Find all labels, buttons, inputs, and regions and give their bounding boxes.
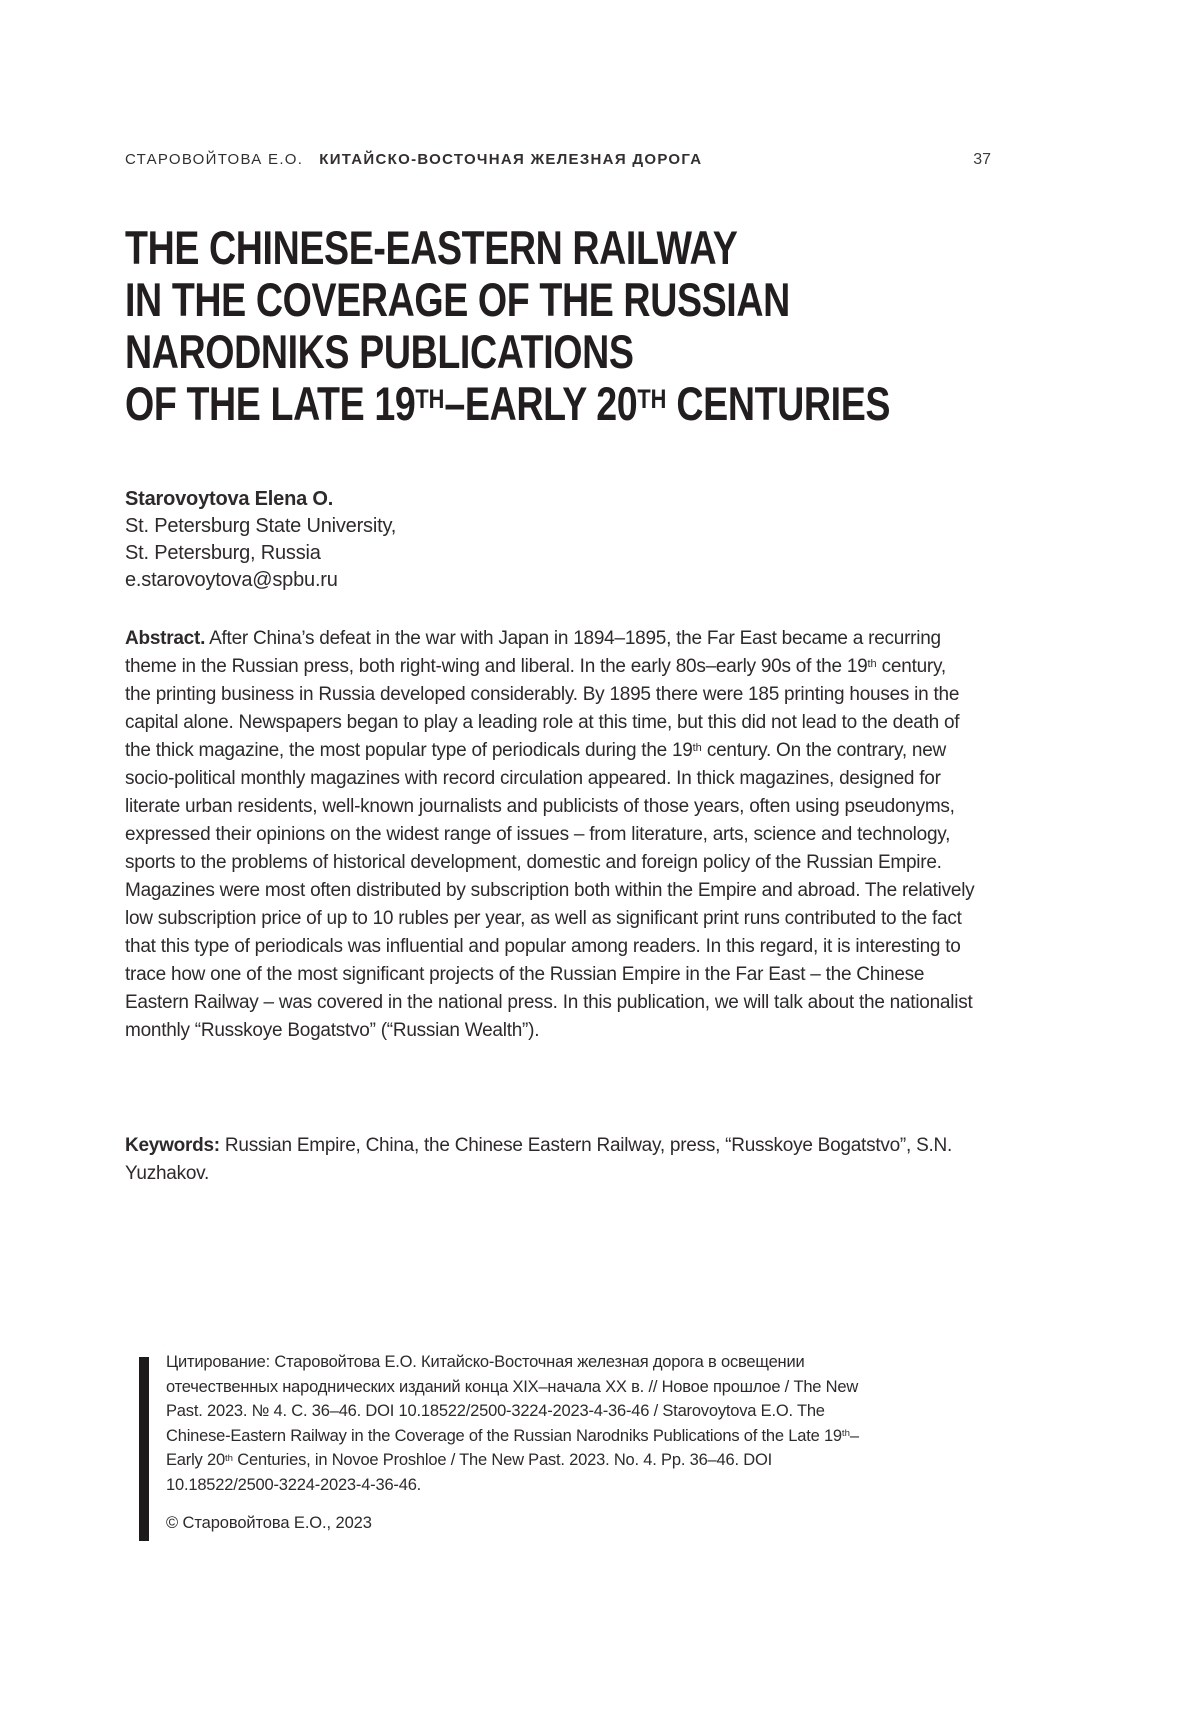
running-header-text (125, 151, 702, 168)
keywords-paragraph: Keywords: Russian Empire, China, the Chinese Eastern Railway, press, “Russkoye Bogatstvo”, S.N. Yuzhakov. (125, 1135, 953, 1184)
author-affiliation-line: St. Petersburg State University, (125, 515, 397, 537)
article-title-line-3: NARODNIKS PUBLICATIONS (125, 325, 634, 378)
article-title-line-1: THE CHINESE-EASTERN RAILWAY (125, 221, 738, 274)
citation-text: Цитирование: Старовойтова Е.О. Китайско-Восточная железная дорога в освещении отечественных народнических изданий конца XIX–начала XX в. // Новое прошлое / The New Past. 2023. № 4. С. 36–46. DOI 10.18522/2500-3224-2023-4-36-46 / Starovoytova E.O. The Chinese-Eastern Railway in the Coverage of the Russian Narodniks Publications of the Late 19th–Early 20th Centuries, in Novoe Proshloe / The New Past. 2023. No. 4. Pp. 36–46. DOI 10.18522/2500-3224-2023-4-36-46. (166, 1353, 859, 1494)
author-block (125, 486, 396, 594)
author-name: Starovoytova Elena O. (125, 488, 334, 510)
abstract-paragraph: Abstract. After China’s defeat in the war with Japan in 1894–1895, the Far East became a recurring theme in the Russian press, both right-wing and liberal. In the early 80s–early 90s of the 19th century, the printing business in Russia developed considerably. By 1895 there were 185 printing houses in the capital alone. Newspapers began to play a leading role at this time, but this did not lead to the death of the thick magazine, the most popular type of periodicals during the 19th century. On the contrary, new socio-political monthly magazines with record circulation appeared. In thick magazines, designed for literate urban residents, well-known journalists and publicists of those years, often using pseudonyms, expressed their opinions on the widest range of issues – from literature, arts, science and technology, sports to the problems of historical development, domestic and foreign policy of the Russian Empire. Magazines were most often distributed by subscription both within the Empire and abroad. The relatively low subscription price of up to 10 rubles per year, as well as significant print runs contributed to the fact that this type of periodicals was influential and popular among readers. In this regard, it is interesting to trace how one of the most significant projects of the Russian Empire in the Far East – the Chinese Eastern Railway – was covered in the national press. In this publication, we will talk about the nationalist monthly “Russkoye Bogatstvo” (“Russian Wealth”). (125, 628, 975, 1041)
running-header-author: СТАРОВОЙТОВА Е.О. (125, 151, 304, 168)
page-number: 37 (973, 151, 991, 168)
citation-block (166, 1350, 882, 1533)
citation-accent-bar (139, 1357, 149, 1541)
author-affiliation-line: St. Petersburg, Russia (125, 542, 321, 564)
article-title-line-2: IN THE COVERAGE OF THE RUSSIAN (125, 273, 790, 326)
article-title-line-4: OF THE LATE 19TH–EARLY 20TH CENTURIES (125, 377, 891, 430)
article-title (125, 222, 890, 430)
author-email: e.starovoytova@spbu.ru (125, 569, 338, 591)
running-header (125, 151, 991, 169)
copyright-line: © Старовойтова Е.О., 2023 (166, 1513, 372, 1532)
running-header-article-title: КИТАЙСКО-ВОСТОЧНАЯ ЖЕЛЕЗНАЯ ДОРОГА (319, 151, 703, 168)
